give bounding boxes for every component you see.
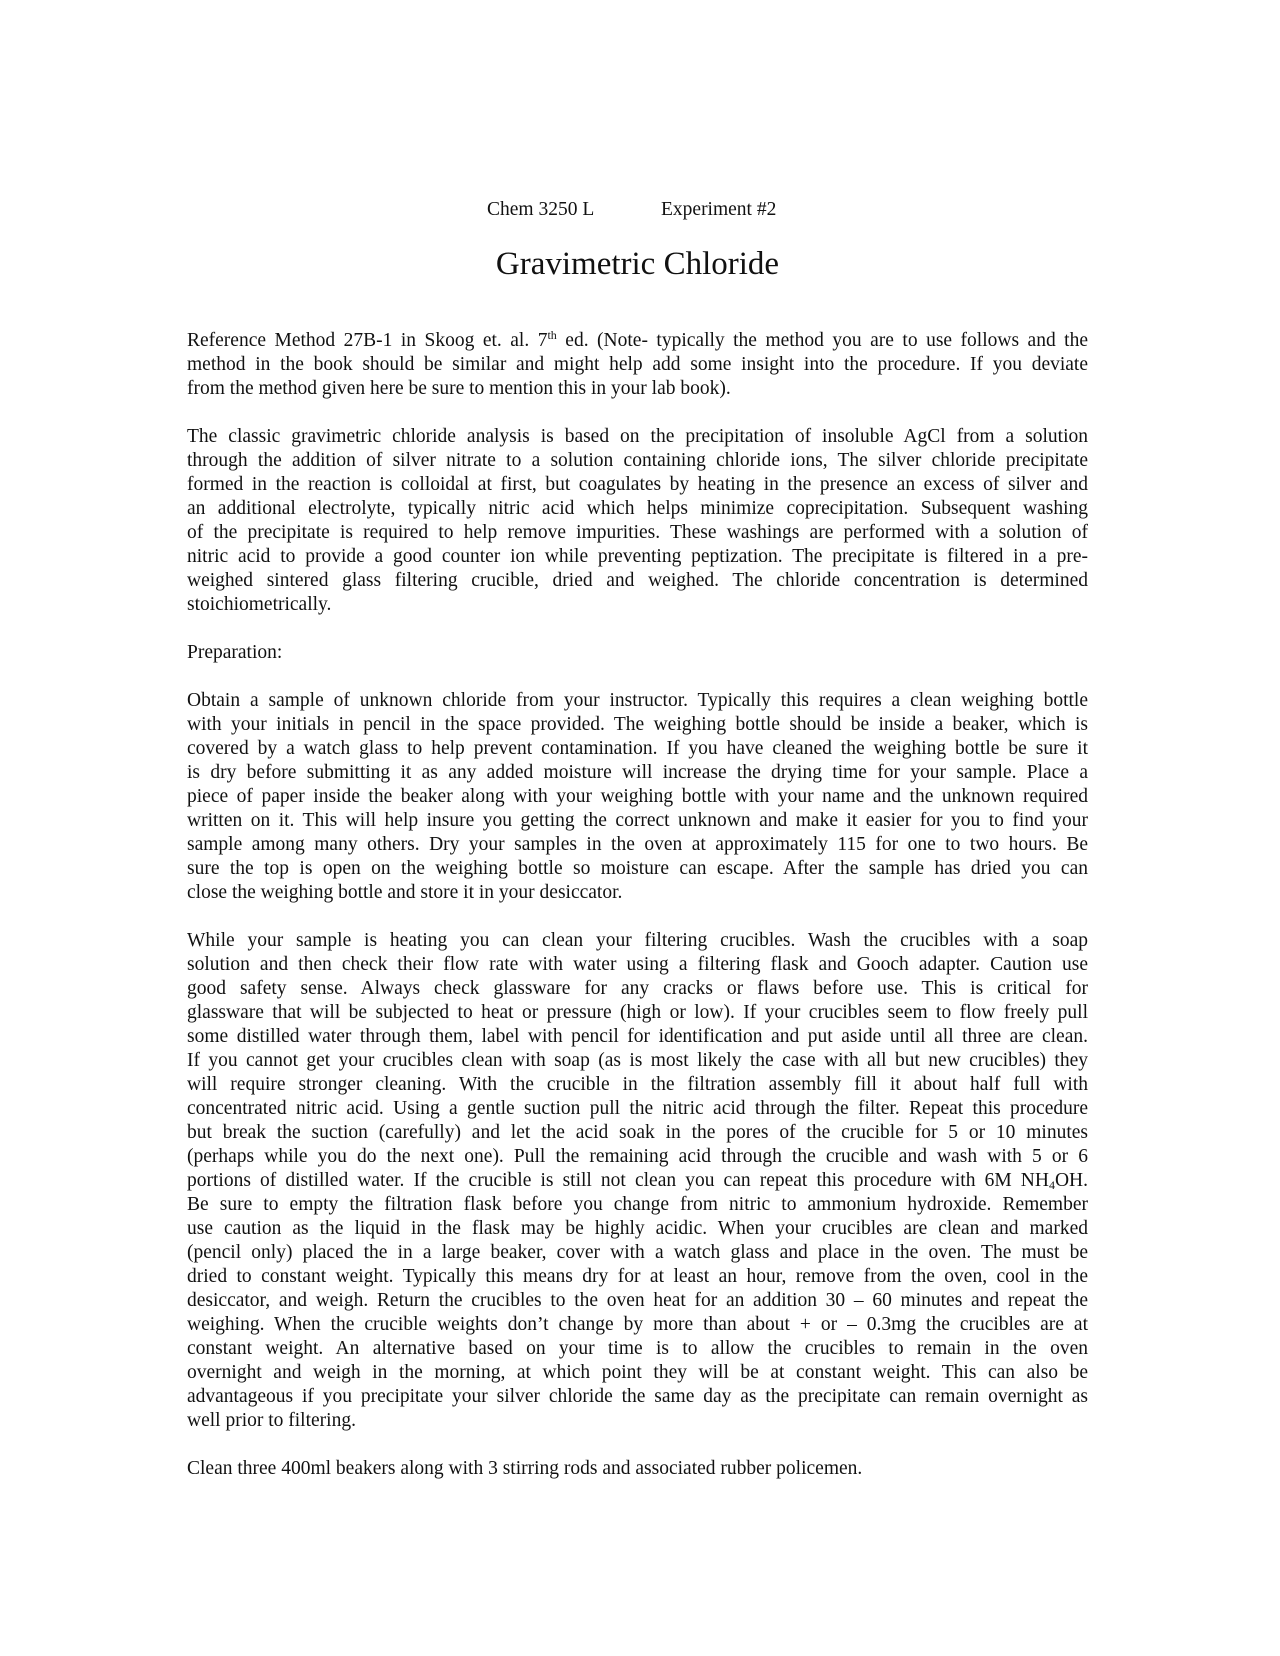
text-line: glassware that will be subjected to heat or pressure (high or low). If your crucibles seem to flow freely pull: [187, 1002, 1088, 1023]
final-paragraph: Clean three 400ml beakers along with 3 stirring rods and associated rubber policemen.: [187, 1458, 863, 1479]
text-line: good safety sense. Always check glassware for any cracks or flaws before use. This is critical for: [187, 978, 1088, 999]
text-line: concentrated nitric acid. Using a gentle suction pull the nitric acid through the filter. Repeat this procedure: [187, 1098, 1088, 1119]
text-line: Reference Method 27B-1 in Skoog et. al. 7th ed. (Note- typically the method you are to use follows and the: [187, 328, 1088, 351]
text-line: with your initials in pencil in the space provided. The weighing bottle should be inside a beaker, which is: [187, 714, 1088, 735]
text-line: sample among many others. Dry your samples in the oven at approximately 115 for one to two hours. Be: [187, 834, 1088, 855]
text-line: The classic gravimetric chloride analysis is based on the precipitation of insoluble AgCl from a solution: [187, 426, 1088, 447]
text-line: of the precipitate is required to help remove impurities. These washings are performed with a solution of: [187, 522, 1088, 543]
text-line: will require stronger cleaning. With the crucible in the filtration assembly fill it about half full with: [187, 1074, 1088, 1095]
page-title: Gravimetric Chloride: [495, 246, 780, 282]
text-line: overnight and weigh in the morning, at which point they will be at constant weight. This can also be: [187, 1362, 1088, 1383]
text-line: from the method given here be sure to mention this in your lab book).: [187, 378, 731, 399]
text-line: close the weighing bottle and store it in your desiccator.: [187, 882, 623, 903]
text-line: written on it. This will help insure you getting the correct unknown and make it easier for you to find your: [187, 810, 1088, 831]
text-line: weighed sintered glass filtering crucible, dried and weighed. The chloride concentration is determined: [187, 570, 1088, 591]
reference-paragraph: [187, 329, 1088, 401]
text-line: If you cannot get your crucibles clean with soap (as is most likely the case with all but new crucibles) they: [187, 1050, 1088, 1071]
text-line: stoichiometrically.: [187, 594, 332, 615]
text-line: covered by a watch glass to help prevent contamination. If you have cleaned the weighing bottle be sure it: [187, 738, 1088, 759]
text-line: formed in the reaction is colloidal at first, but coagulates by heating in the presence an excess of silver and: [187, 474, 1088, 495]
text-line: (pencil only) placed the in a large beaker, cover with a watch glass and place in the oven. The must be: [187, 1242, 1088, 1263]
text-line: dried to constant weight. Typically this means dry for at least an hour, remove from the oven, cool in the: [187, 1266, 1088, 1287]
intro-paragraph: [187, 425, 1088, 617]
text-line: through the addition of silver nitrate to a solution containing chloride ions, The silver chloride precipitate: [187, 450, 1088, 471]
section-heading-preparation: Preparation:: [187, 642, 283, 663]
text-line: piece of paper inside the beaker along with your weighing bottle with your name and the unknown required: [187, 786, 1088, 807]
text-line: constant weight. An alternative based on your time is to allow the crucibles to remain in the oven: [187, 1338, 1088, 1359]
text-line: Be sure to empty the filtration flask before you change from nitric to ammonium hydroxide. Remember: [187, 1194, 1088, 1215]
text-line: desiccator, and weigh. Return the crucibles to the oven heat for an addition 30 – 60 minutes and repeat the: [187, 1290, 1088, 1311]
text-line: solution and then check their flow rate with water using a filtering flask and Gooch adapter. Caution use: [187, 954, 1088, 975]
text-line: an additional electrolyte, typically nitric acid which helps minimize coprecipitation. Subsequent washing: [187, 498, 1088, 519]
text-line: advantageous if you precipitate your silver chloride the same day as the precipitate can remain overnight as: [187, 1386, 1088, 1407]
text-line: portions of distilled water. If the crucible is still not clean you can repeat this procedure with 6M $NH_4OH$.: [187, 1170, 1088, 1192]
preparation-paragraph: [187, 689, 1088, 905]
text-line: method in the book should be similar and might help add some insight into the procedure. If you deviate: [187, 354, 1088, 375]
text-line: some distilled water through them, label with pencil for identification and put aside until all three are clean.: [187, 1026, 1088, 1047]
page-header: [187, 198, 1088, 224]
text-line: Obtain a sample of unknown chloride from your instructor. Typically this requires a clean weighing bottle: [187, 690, 1088, 711]
text-line: is dry before submitting it as any added moisture will increase the drying time for your sample. Place a: [187, 762, 1088, 783]
text-line: nitric acid to provide a good counter ion while preventing peptization. The precipitate is filtered in a pre-: [187, 546, 1088, 567]
experiment-number: Experiment #2: [661, 199, 777, 220]
course-code: Chem 3250 L: [487, 199, 595, 220]
crucible-paragraph: [187, 929, 1088, 1433]
text-line: use caution as the liquid in the flask may be highly acidic. When your crucibles are clean and marked: [187, 1218, 1088, 1239]
text-line: weighing. When the crucible weights don’t change by more than about + or – 0.3mg the crucibles are at: [187, 1314, 1088, 1335]
text-line: sure the top is open on the weighing bottle so moisture can escape. After the sample has dried you can: [187, 858, 1088, 879]
document-body: [187, 329, 1088, 1505]
text-line: but break the suction (carefully) and let the acid soak in the pores of the crucible for 5 or 10 minutes: [187, 1122, 1088, 1143]
text-line: well prior to filtering.: [187, 1410, 356, 1431]
text-line: (perhaps while you do the next one). Pull the remaining acid through the crucible and wash with 5 or 6: [187, 1146, 1088, 1167]
text-line: While your sample is heating you can clean your filtering crucibles. Wash the crucibles with a soap: [187, 930, 1088, 951]
